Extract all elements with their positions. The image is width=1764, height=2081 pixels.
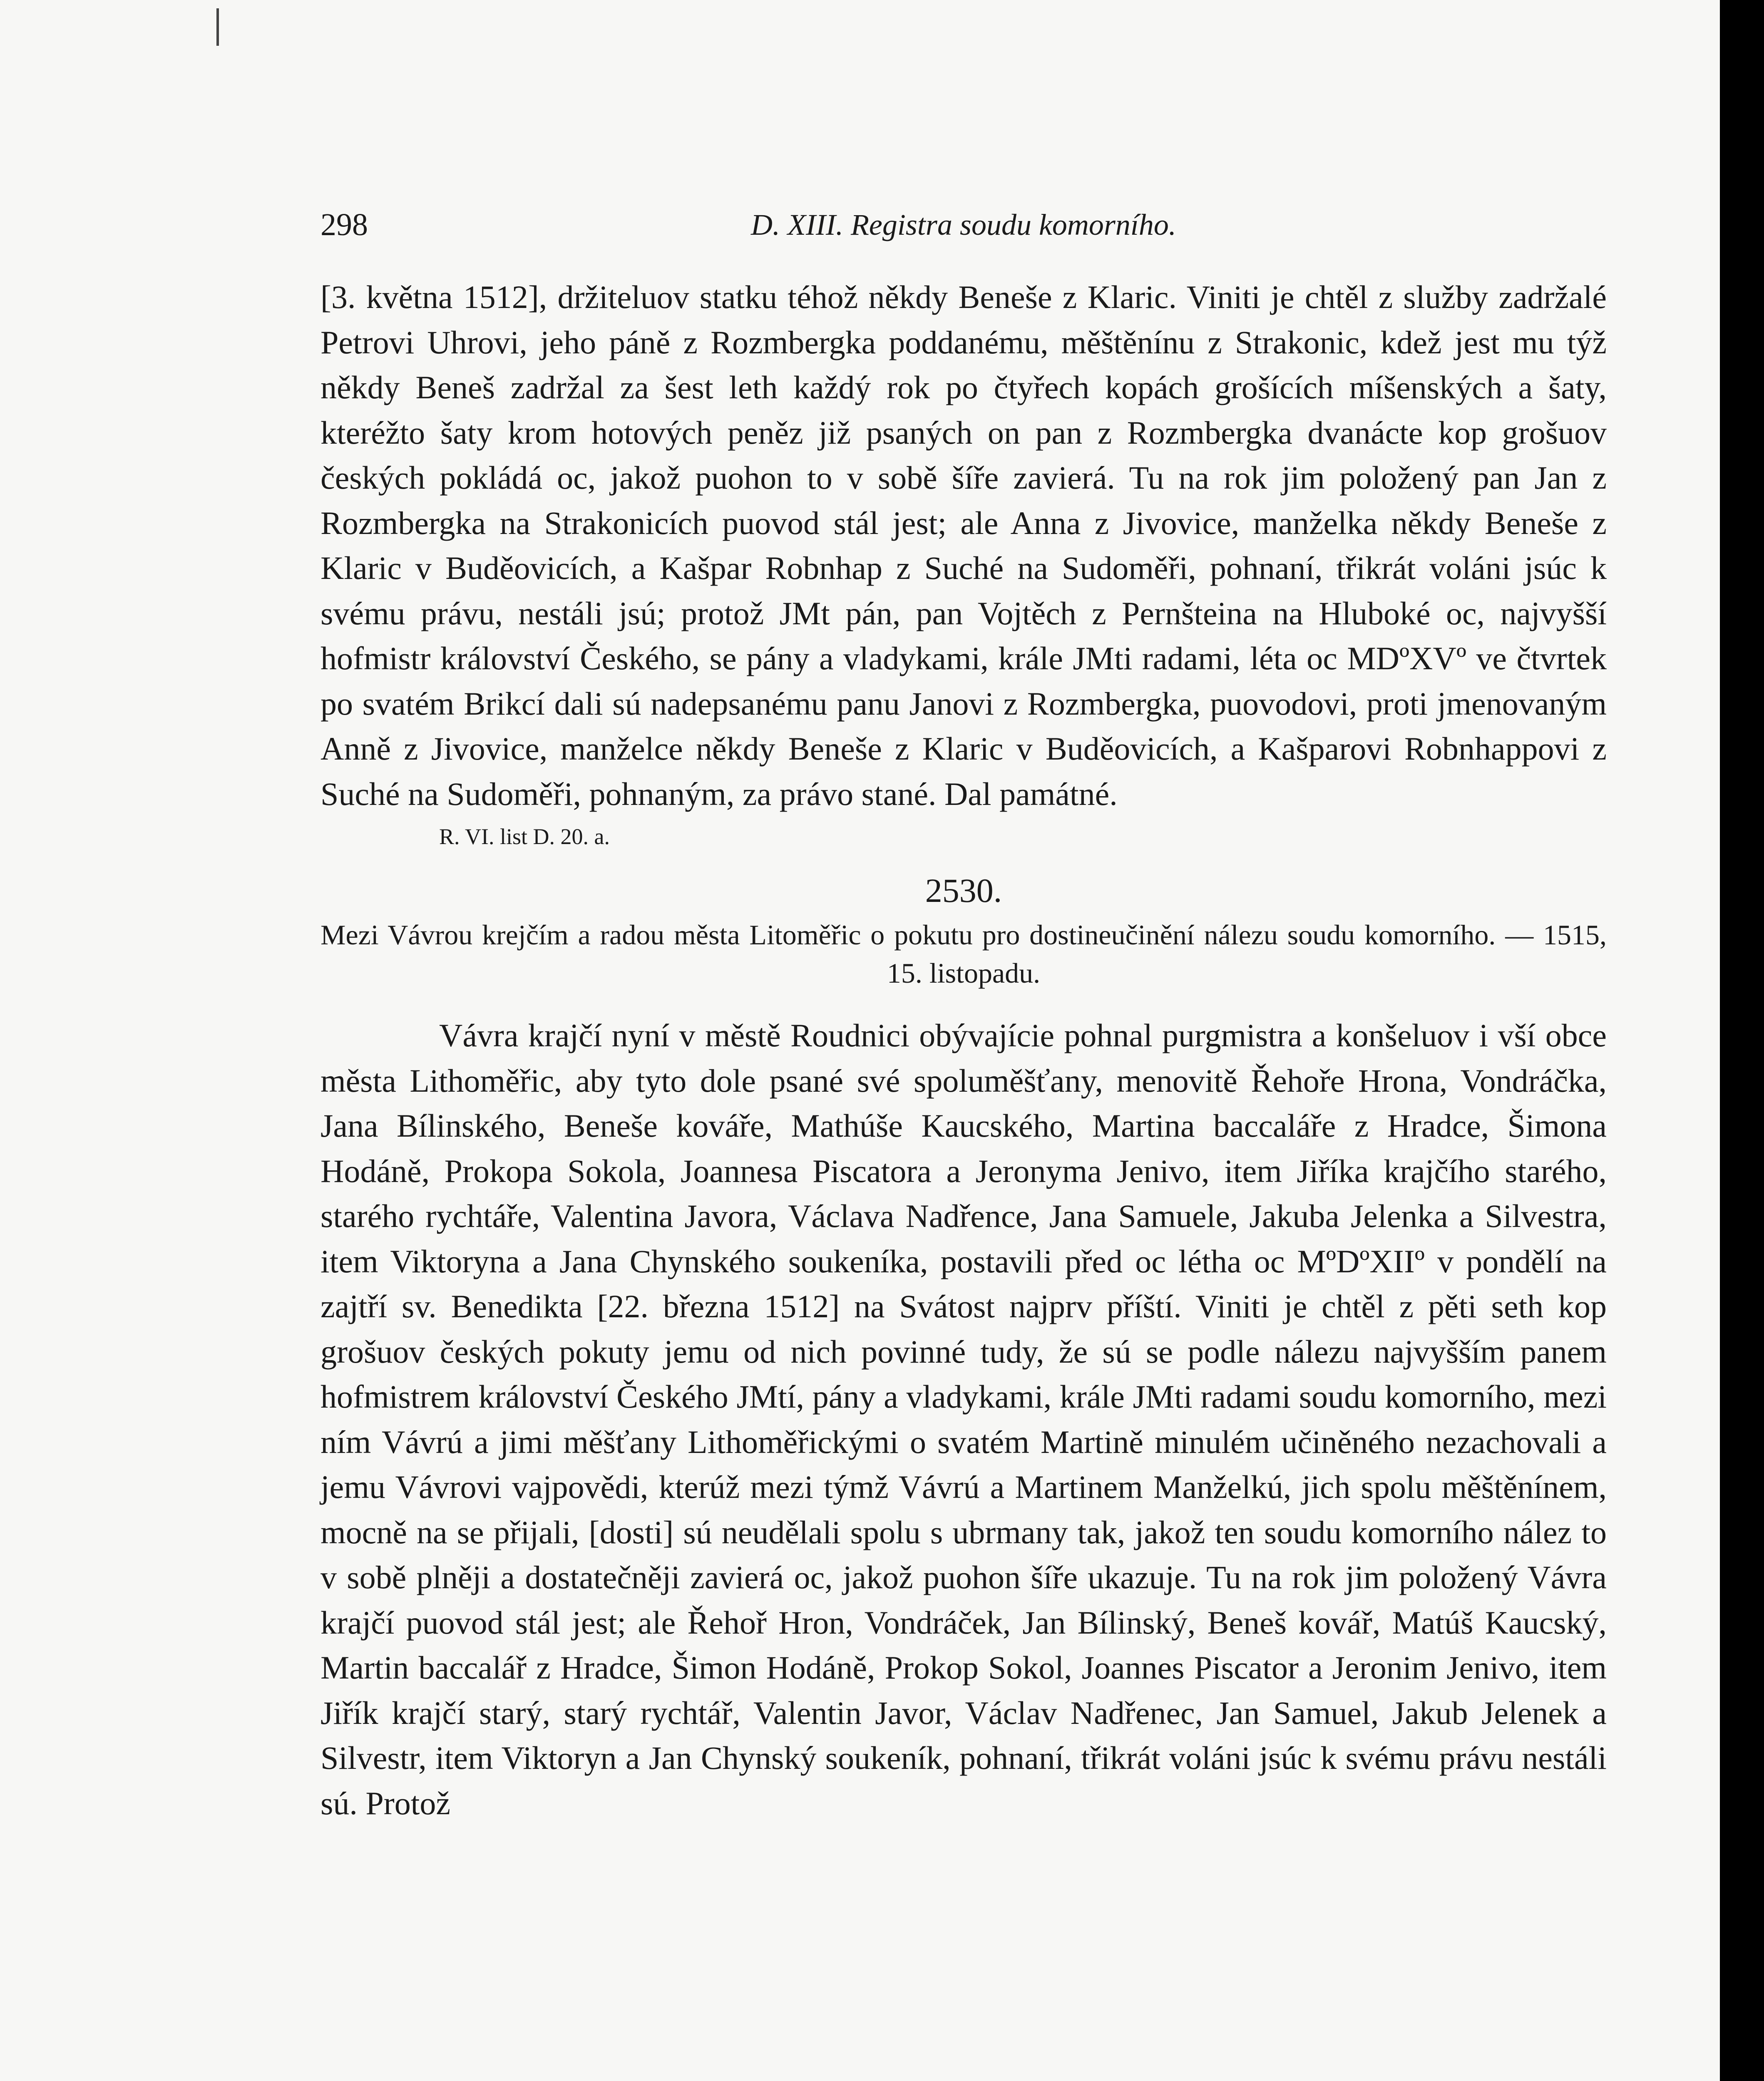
- regest-block: [321, 916, 1607, 992]
- document-text: Vávra krajčí nyní v městě Roudnici obývajície pohnal purgmistra a konšeluov i vší obce města Lithoměřic, aby tyto dole psané své spoluměšťany, menovitě Řehoře Hrona, Vondráčka, Jana Bílinského, Beneše kováře, Mathúše Kaucského, Martina baccaláře z Hradce, Šimona Hodáně, Prokopa Sokola, Joannesa Piscatora a Jeronyma Jenivo, item Jiříka krajčího starého, starého rychtáře, Valentina Javora, Václava Nadřence, Jana Samuele, Jakuba Jelenka a Silvestra, item Viktoryna a Jana Chynského soukeníka, postavili před oc létha oc MºDºXIIº v pondělí na zajtří sv. Benedikta [22. března 1512] na Svátost najprv příští. Viniti je chtěl z pěti seth kop grošuov českých pokuty jemu od nich povinné tudy, že sú se podle nálezu najvyšším panem hofmistrem království Českého JMtí, pány a vladykami, krále JMti radami soudu komorního, mezi ním Vávrú a jimi měšťany Lithoměřickými o svatém Martině minulém učiněného nezachovali a jemu Vávrovi vajpovědi, kterúž mezi týmž Vávrú a Martinem Manželkú, jich spolu měštěnínem, mocně na se přijali, [dosti] sú neudělali spolu s ubrmany tak, jakož ten soudu komorního nález to v sobě plněji a dostatečněji zavierá oc, jakož puohon šíře ukazuje. Tu na rok jim položený Vávra krajčí puovod stál jest; ale Řehoř Hron, Vondráček, Jan Bílinský, Beneš kovář, Matúš Kaucský, Martin baccalář z Hradce, Šimon Hodáně, Prokop Sokol, Joannes Piscator a Jeronim Jenivo, item Jiřík krajčí starý, starý rychtář, Valentin Javor, Václav Nadřenec, Jan Samuel, Jakub Jelenek a Silvestr, item Viktoryn a Jan Chynský soukeník, pohnaní, třikrát voláni jsúc k svému právu nestáli sú. Protož: [321, 1017, 1607, 1821]
- page-number: 298: [321, 207, 368, 242]
- document-number: 2530.: [925, 872, 1002, 909]
- page-header: [321, 200, 1607, 250]
- document-regest: Mezi Vávrou krejčím a radou města Litoměřic o pokutu pro dostineučinění nálezu soudu komorního. — 1515, 15. listopadu.: [321, 919, 1607, 989]
- continuation-paragraph: [3. května 1512], držiteluov statku téhož někdy Beneše z Klaric. Viniti je chtěl z služby zadržalé Petrovi Uhrovi, jeho páně z Rozmbergka poddanému, měštěnínu z Strakonic, kdež jest mu týž někdy Beneš zadržal za šest leth každý rok po čtyřech kopách grošících míšenských a šaty, kteréžto šaty krom hotových peněz již psaných on pan z Rozmbergka dvanácte kop grošuov českých pokládá oc, jakož puohon to v sobě šíře zavierá. Tu na rok jim položený pan Jan z Rozmbergka na Strakonicích puovod stál jest; ale Anna z Jivovice, manželka někdy Beneše z Klaric v Buděovicích, a Kašpar Robnhap z Suché na Sudoměři, pohnaní, třikrát voláni jsúc k svému právu, nestáli jsú; protož JMt pán, pan Vojtěch z Pernšteina na Hluboké oc, najvyšší hofmistr království Českého, se pány a vladykami, krále JMti radami, léta oc MDºXVº ve čtvrtek po svatém Brikcí dali sú nadepsanému panu Janovi z Rozmbergka, puovodovi, proti jmenovaným Anně z Jivovice, manželce někdy Beneše z Klaric v Buděovicích, a Kašparovi Robnhappovi z Suché na Sudoměři, pohnaným, za právo stané. Dal památné.: [321, 279, 1607, 812]
- scan-border: [1720, 0, 1764, 2081]
- scan-margin-mark: [216, 8, 219, 46]
- running-title: D. XIII. Registra soudu komorního.: [751, 208, 1176, 241]
- source-note: R. VI. list D. 20. a.: [439, 824, 610, 849]
- page-body: [321, 275, 1607, 1826]
